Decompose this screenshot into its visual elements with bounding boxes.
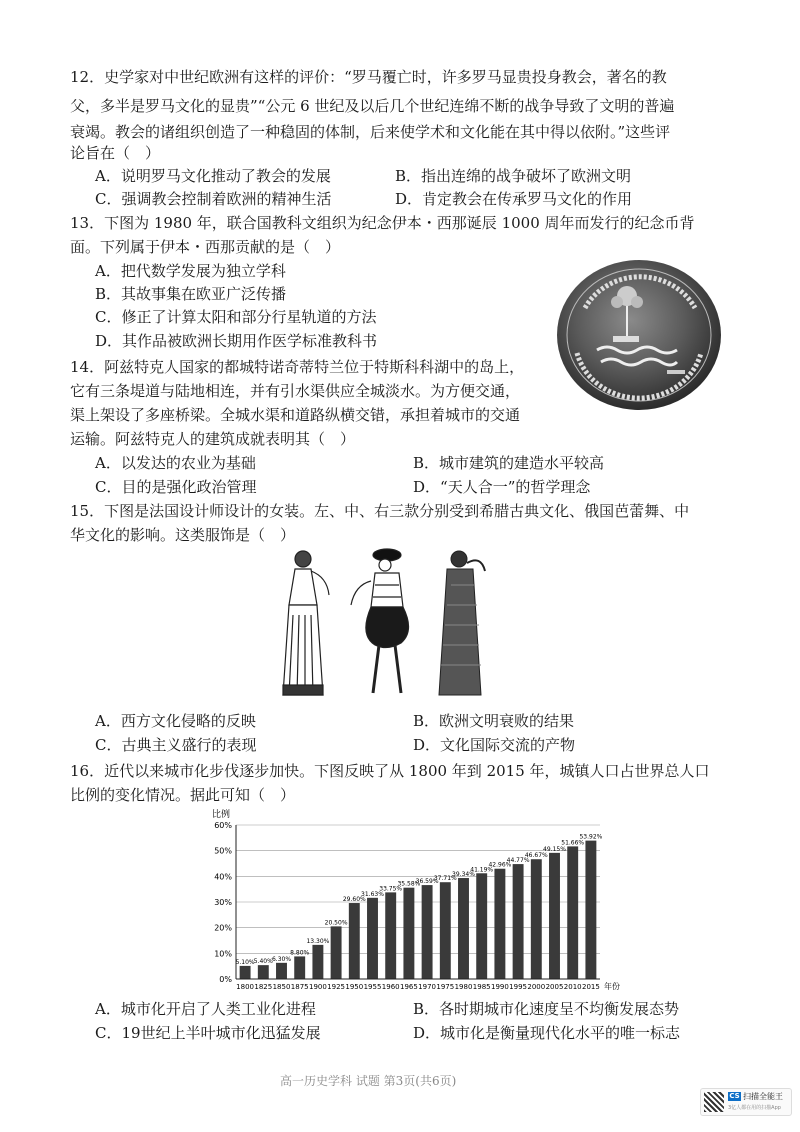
q16-stem-line-1: 16．近代以来城市化步伐逐步加快。下图反映了从 1800 年到 2015 年，城镇人口占世界总人口 <box>70 762 710 780</box>
chart-bar <box>458 878 469 979</box>
q12-option-d: D．肯定教会在传承罗马文化的作用 <box>395 190 633 208</box>
chart-data-label: 35.58% <box>397 880 421 888</box>
chart-x-tick-labels <box>236 983 600 991</box>
chart-gridlines <box>236 825 603 953</box>
q13-stem-line-1: 13．下图为 1980 年，联合国教科文组织为纪念伊本・西那诞辰 1000 周年而发行的纪念币背 <box>70 214 695 232</box>
q16-option-c: C．19世纪上半叶城市化迅猛发展 <box>95 1024 321 1042</box>
chart-y-tick-label: 20% <box>214 923 232 933</box>
fashion-illustration-image <box>275 545 505 709</box>
chart-data-label: 31.63% <box>361 890 384 898</box>
chart-y-axis-label: 比例 <box>212 810 231 820</box>
chart-bar <box>585 841 596 979</box>
chart-data-label: 41.19% <box>470 866 494 874</box>
chart-bar <box>240 966 251 979</box>
chart-y-tick-label: 0% <box>219 975 232 984</box>
chart-x-tick-label: 1825 <box>254 983 273 991</box>
q16-option-b: B．各时期城市化速度呈不均衡发展态势 <box>413 1000 680 1018</box>
q13-option-d: D．其作品被欧洲长期用作医学标准教科书 <box>95 332 378 350</box>
page-footer: 高一历史学科 试题 第3页(共6页) <box>280 1074 457 1088</box>
chart-y-tick-label: 40% <box>214 872 232 882</box>
q12-option-c: C．强调教会控制着欧洲的精神生活 <box>95 190 332 208</box>
q14-stem-line-3: 渠上架设了多座桥梁。全城水渠和道路纵横交错，承担着城市的交通 <box>70 406 521 424</box>
chart-bars <box>240 841 597 979</box>
chart-data-label: 53.92% <box>579 833 603 841</box>
q15-option-d: D．文化国际交流的产物 <box>413 736 576 754</box>
chart-data-label: 29.60% <box>342 896 366 904</box>
q14-option-d: D．“天人合一”的哲学理念 <box>413 478 591 496</box>
q12-stem-line-1: 12．史学家对中世纪欧洲有这样的评价：“罗马覆亡时，许多罗马显贵投身教会，著名的教 <box>70 68 667 86</box>
q15-option-c: C．古典主义盛行的表现 <box>95 736 257 754</box>
camscanner-logo-icon: CS <box>729 1092 740 1100</box>
q14-option-c: C．目的是强化政治管理 <box>95 478 257 496</box>
q14-option-a: A．以发达的农业为基础 <box>95 454 256 472</box>
chart-bar <box>513 864 524 979</box>
chart-x-tick-label: 1980 <box>454 983 473 991</box>
q16-option-a: A．城市化开启了人类工业化进程 <box>95 1000 316 1018</box>
chart-x-tick-label: 1965 <box>399 983 418 991</box>
chart-x-tick-label: 1900 <box>308 983 327 991</box>
chart-data-label: 20.50% <box>324 919 348 927</box>
chart-bar <box>531 859 542 979</box>
commemorative-coin-image <box>555 258 723 416</box>
qr-code-icon <box>704 1092 724 1112</box>
chart-bar <box>549 853 560 979</box>
chart-bar <box>422 885 433 979</box>
q16-stem-line-2: 比例的变化情况。据此可知（ ） <box>70 786 296 804</box>
chart-bar <box>276 963 287 979</box>
chart-data-label: 49.15% <box>543 845 566 853</box>
q15-option-a: A．西方文化侵略的反映 <box>95 712 256 730</box>
q13-option-c: C．修正了计算太阳和部分行星轨道的方法 <box>95 308 377 326</box>
scanner-tagline: 3亿人都在用的扫描App <box>728 1105 781 1111</box>
chart-bar <box>494 869 505 979</box>
chart-data-label: 6.30% <box>271 955 292 963</box>
chart-y-tick-label: 10% <box>214 949 232 959</box>
q13-stem-line-2: 面。下列属于伊本・西那贡献的是（ ） <box>70 238 341 256</box>
chart-data-labels <box>236 834 603 966</box>
chart-x-tick-label: 1985 <box>472 983 491 991</box>
chart-bar <box>331 926 342 979</box>
chart-bar <box>440 882 451 979</box>
chart-bar <box>258 965 269 979</box>
chart-x-tick-label: 1990 <box>490 983 509 991</box>
q14-stem-line-4: 运输。阿兹特克人的建筑成就表明其（ ） <box>70 430 356 448</box>
chart-x-tick-label: 1955 <box>363 983 382 991</box>
q12-option-b: B．指出连绵的战争破坏了欧洲文明 <box>395 167 632 185</box>
chart-x-tick-label: 1850 <box>272 983 291 991</box>
scanner-app-name: 扫描全能王 <box>743 1092 783 1101</box>
chart-data-label: 39.34% <box>452 871 475 879</box>
chart-data-label: 37.71% <box>433 875 457 883</box>
q14-stem-line-2: 它有三条堤道与陆地相连，并有引水渠供应全城淡水。为方便交通， <box>70 382 521 400</box>
chart-x-tick-label: 2015 <box>581 983 600 991</box>
q12-stem-line-2: 父，多半是罗马文化的显贵”“公元 6 世纪及以后几个世纪连绵不断的战争导致了文明的普遍 <box>70 97 675 115</box>
chart-y-tick-label: 50% <box>214 846 232 856</box>
chart-x-tick-label: 2010 <box>563 983 582 991</box>
chart-data-label: 13.30% <box>306 937 330 945</box>
chart-y-tick-labels <box>214 821 232 984</box>
q14-stem-line-1: 14．阿兹特克人国家的都城特诺奇蒂特兰位于特斯科科湖中的岛上， <box>70 358 525 376</box>
q13-option-b: B．其故事集在欧亚广泛传播 <box>95 285 287 303</box>
chart-svg <box>200 805 640 995</box>
chart-bar <box>294 956 305 979</box>
q14-option-b: B．城市建筑的建造水平较高 <box>413 454 605 472</box>
chart-y-tick-label: 30% <box>214 898 232 907</box>
chart-bar <box>567 846 578 979</box>
q13-option-a: A．把代数学发展为独立学科 <box>95 262 286 280</box>
chart-data-label: 8.80% <box>290 949 310 957</box>
q15-stem-line-2: 华文化的影响。这类服饰是（ ） <box>70 526 296 544</box>
chart-data-label: 5.40% <box>253 958 273 966</box>
chart-x-tick-label: 1925 <box>327 983 346 991</box>
chart-x-tick-label: 1975 <box>436 983 455 991</box>
chart-x-tick-label: 1800 <box>236 983 255 991</box>
chart-bar <box>312 945 323 979</box>
chart-x-tick-label: 1875 <box>290 983 309 991</box>
chart-x-tick-label: 1995 <box>509 983 528 991</box>
q15-option-b: B．欧洲文明衰败的结果 <box>413 712 575 730</box>
q15-stem-line-1: 15．下图是法国设计师设计的女装。左、中、右三款分别受到希腊古典文化、俄国芭蕾舞、中 <box>70 502 690 520</box>
q12-stem-line-3: 衰竭。教会的诸组织创造了一种稳固的体制，后来使学术和文化能在其中得以依附。”这些评 <box>70 123 671 141</box>
chart-x-tick-label: 1970 <box>418 983 437 991</box>
chart-bar <box>349 903 360 979</box>
chart-data-label: 44.77% <box>506 857 530 865</box>
chart-x-tick-label: 2000 <box>527 983 546 991</box>
chart-y-tick-label: 60% <box>214 821 232 830</box>
q12-stem-line-4: 论旨在（ ） <box>70 144 161 162</box>
chart-x-axis-label: 年份 <box>604 982 620 991</box>
chart-bar <box>385 892 396 979</box>
chart-data-label: 36.59% <box>415 878 439 886</box>
chart-data-label: 5.10% <box>235 958 255 966</box>
chart-x-tick-label: 1960 <box>381 983 400 991</box>
chart-bar <box>403 888 414 979</box>
scanner-watermark-badge <box>700 1088 792 1116</box>
chart-data-label: 51.66% <box>561 839 585 847</box>
chart-data-label: 46.67% <box>524 852 548 860</box>
q16-option-d: D．城市化是衡量现代化水平的唯一标志 <box>413 1024 681 1042</box>
chart-x-tick-label: 2005 <box>545 983 564 991</box>
chart-x-tick-label: 1950 <box>345 983 364 991</box>
q12-option-a: A．说明罗马文化推动了教会的发展 <box>95 167 331 185</box>
urbanization-bar-chart <box>200 805 640 999</box>
chart-bar <box>367 898 378 979</box>
chart-data-label: 33.75% <box>379 885 403 893</box>
chart-data-label: 42.96% <box>488 861 512 869</box>
chart-bar <box>476 873 487 979</box>
